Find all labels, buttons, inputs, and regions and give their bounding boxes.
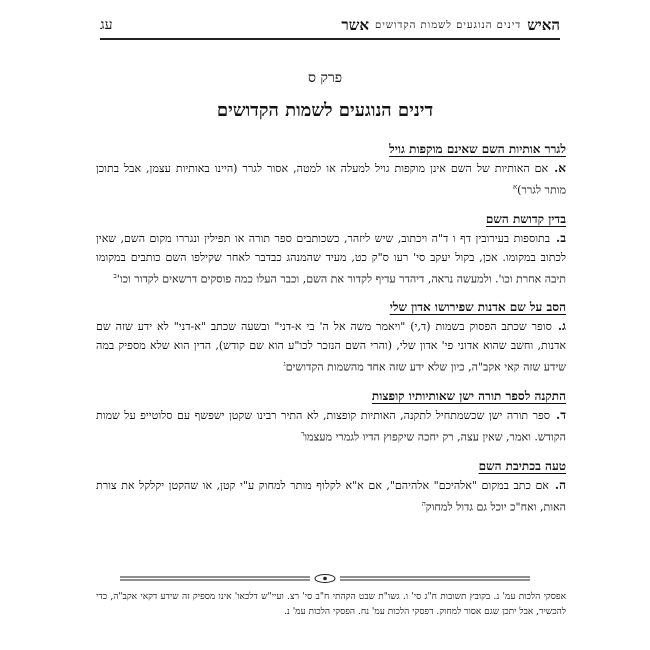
main-content	[96, 138, 566, 516]
paragraph-text: בתוספות בעירובין דף ו ד"ה ויכתוב, שיש ליזהר, כשכותבים ספר תורה או תפילין ונגררו מקום השם, שאין לכתוב במקומו. אכן, בקול יעקב סי' רעו ס"ק כט, מעיד שהמנהג כבדבר לאחר שקילפו השם כותבים במקומו תיבה אחרת וכו'. ולמעשה נראה, דיהדר עדיף לקדור את השם, וכבר העלו כמה פוסקים דרשאים לקדור וכו'	[96, 231, 566, 286]
section-paragraph	[96, 406, 566, 447]
paragraph-text: אם האותיות של השם אינן מוקפות גויל למעלה או למטה, אסור לגרר (היינו באותיות עצמן, אבל בתוכן מותר לגרר)	[96, 162, 566, 197]
section-paragraph	[96, 476, 566, 517]
footnote-divider	[120, 574, 530, 584]
footnote-ref: א	[512, 183, 518, 191]
section-paragraph	[96, 159, 566, 200]
chapter-label: פרק ס	[307, 70, 343, 86]
paragraph-number: ד.	[556, 407, 566, 422]
footnote-ref: ד	[300, 429, 305, 438]
paragraph-number: ב.	[556, 230, 566, 245]
page-number: עג	[100, 16, 113, 33]
footnote-ref: ה	[421, 499, 426, 508]
paragraph-number: א.	[554, 161, 566, 175]
header-subtitle: דינים הנוגעים לשמות הקדושים	[374, 19, 522, 31]
running-header	[100, 12, 560, 40]
section-heading: הסב על שם אדנות שפירושו אדון שלי	[389, 300, 566, 315]
section-heading: לגרר אותיות השם שאינם מוקפות גויל	[389, 142, 566, 156]
footnotes: אפסקי הלכות עמ' נ. בקובץ תשובות ח"ג סי' ו. גשו"ת שבט הקהתי ח"ב סי' רצ. ועיי"ש דלכאו' אינו מספיק זה שידע דקאי אקב"ה, כדי להכשיר, אבל יתכן שגם אסור למחוק. דפסקי הלכות עמ' נח. הפסקי הלכות עמ' נ.	[96, 592, 566, 617]
section-heading: התקנה לספר תורה ישן שאותיותיו קופצות	[371, 388, 566, 403]
footnote-ref: ג	[283, 360, 286, 369]
footnote-ref: ב	[113, 271, 117, 280]
section-paragraph	[96, 229, 566, 289]
section-heading: טעה בכתיבת השם	[478, 458, 566, 473]
paragraph-number: ה.	[554, 477, 566, 492]
paragraph-text: ספר תורה ישן שכשמתחיל לתקנה, האותיות קופצות, לא התיר רבינו שקטן ישפשף עם סלוטייפ על שמות הקודש. ואמר, שאין עצה, רק יחכה שיקפוץ הדיו לגמרי מעצמו	[96, 408, 566, 444]
section-heading: בדין קדושת השם	[485, 211, 566, 226]
header-title-end: אשר	[341, 15, 369, 34]
paragraph-text: אם כתב במקום "אלהיכם" אלהיהם", אם א"א לקלוף מותר למחוק ע"י קטן, או שהקטן יקלקל את צורת האות, ואח"כ יוכל גם גדול למחוק	[96, 478, 566, 514]
paragraph-text: סופר שכתב הפסוק בשמות (ד,י) "ויאמר משה אל ה' בי א-דני" ובשעה שכתב "א-דני" לא ידע שזה שם אדנות, וחשב שהוא אדוני פי' אדון שלי, (והרי השם הנזכר לכו"ע הוא שם קודש), הדין הוא שלא מספיק במה שידע שזה קאי אקב"ה, כיון שלא ידע שזה אחד מהשמות הקדושים	[96, 320, 566, 374]
page-title: דינים הנוגעים לשמות הקדושים	[216, 100, 434, 121]
section-paragraph	[96, 317, 566, 377]
paragraph-number: ג.	[557, 319, 566, 334]
header-title: האיש	[527, 15, 560, 34]
